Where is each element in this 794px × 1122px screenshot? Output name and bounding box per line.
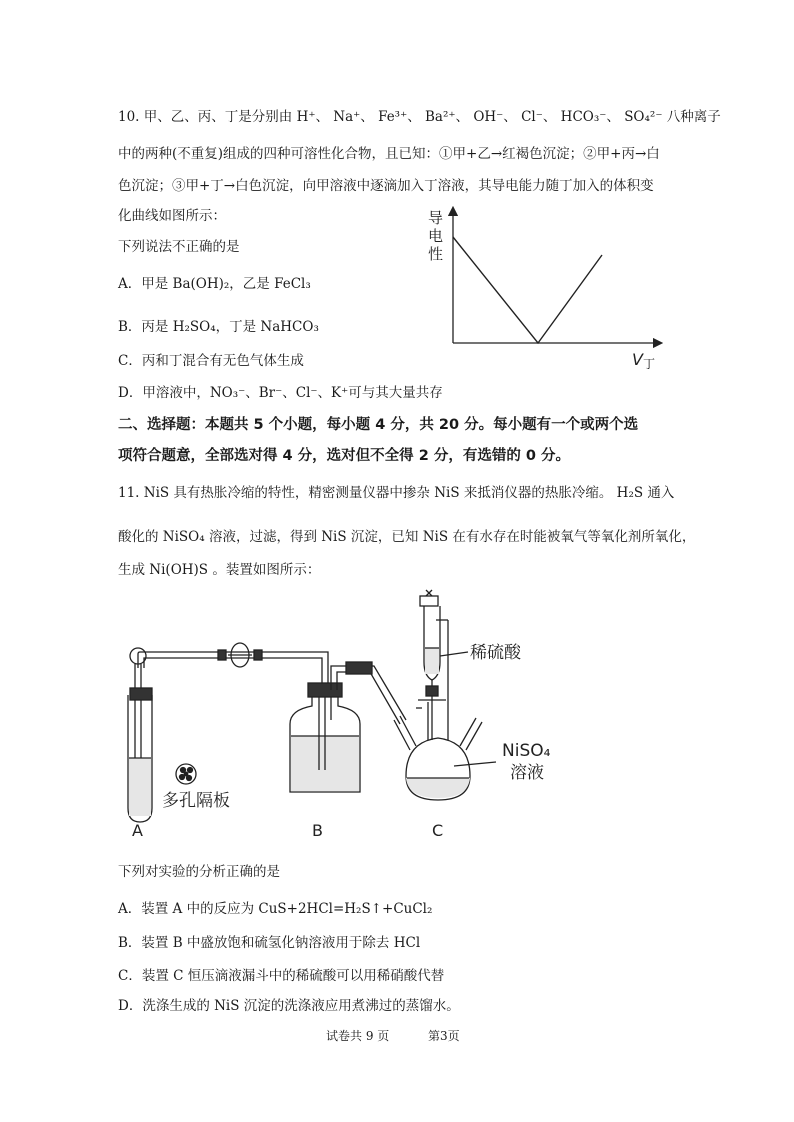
- stopcock: [218, 643, 262, 667]
- q10-intro-suffix: 八种离子: [666, 109, 721, 125]
- q10-option-a: A．甲是 Ba(OH)₂，乙是 FeCl₃: [118, 276, 311, 292]
- q10-option-c: C．丙和丁混合有无色气体生成: [118, 353, 304, 369]
- acid-leader: [440, 652, 468, 656]
- graph-y-label-2: 电: [428, 227, 444, 245]
- conductivity-curve: [453, 237, 602, 343]
- ion-oh: OH⁻: [473, 109, 504, 125]
- q11-option-d: D．洗涤生成的 NiS 沉淀的洗涤液应用煮沸过的蒸馏水。: [118, 998, 460, 1014]
- label-b: B: [312, 821, 323, 840]
- section-2-line-2: 项符合题意，全部选对得 4 分，选对但不全得 2 分，有选错的 0 分。: [118, 448, 571, 464]
- label-solution-word: 溶液: [510, 763, 544, 783]
- label-porous-plate: 多孔隔板: [162, 791, 230, 811]
- ion-list: H⁺、 Na⁺、 Fe³⁺、 Ba²⁺、 OH⁻、 Cl⁻、 HCO₃⁻、 SO₄²⁻: [296, 109, 663, 125]
- label-a: A: [132, 821, 143, 840]
- footer-page-number: 第3页: [428, 1029, 460, 1043]
- conductivity-graph: [420, 205, 670, 375]
- q10-prompt: 下列说法不正确的是: [118, 239, 240, 255]
- q11-line-1: 11. NiS 具有热胀冷缩的特性，精密测量仪器中掺杂 NiS 来抵消仪器的热胀冷缩。 H₂S 通入: [118, 485, 675, 501]
- q10-intro: 10. 甲、乙、丙、丁是分别由: [118, 109, 293, 125]
- q11-line-3: 生成 Ni(OH)S 。装置如图所示：: [118, 562, 321, 578]
- ion-na: Na⁺: [333, 109, 361, 125]
- graph-x-label-sub: 丁: [642, 357, 655, 371]
- q11-line-2: 酸化的 NiSO₄ 溶液，过滤，得到 NiS 沉淀，已知 NiS 在有水存在时能被氧气等氧化剂所氧化，: [118, 529, 696, 545]
- label-c: C: [432, 821, 444, 840]
- section-2-line-1: 二、选择题：本题共 5 个小题，每小题 4 分，共 20 分。每小题有一个或两个选: [118, 417, 639, 433]
- q10-line-1: [118, 108, 721, 126]
- ion-ba: Ba²⁺: [425, 109, 456, 125]
- q10-option-d: D．甲溶液中，NO₃⁻、Br⁻、Cl⁻、K⁺可与其大量共存: [118, 385, 443, 401]
- q10-option-b: B．丙是 H₂SO₄，丁是 NaHCO₃: [118, 319, 319, 335]
- graph-x-label-main: V: [632, 350, 643, 369]
- solution-leader: [454, 762, 496, 766]
- q11-prompt: 下列对实验的分析正确的是: [118, 864, 280, 880]
- q10-line-2: 中的两种(不重复)组成的四种可溶性化合物，且已知：①甲+乙→红褐色沉淀；②甲+丙→白: [118, 146, 660, 162]
- graph-x-label: [632, 350, 655, 371]
- q11-option-b: B．装置 B 中盛放饱和硫氢化钠溶液用于除去 HCl: [118, 935, 421, 951]
- graph-y-label-3: 性: [428, 245, 444, 263]
- device-c: [394, 590, 482, 800]
- ion-so4: SO₄²⁻: [624, 109, 663, 125]
- device-b: [290, 683, 360, 792]
- label-acid: 稀硫酸: [470, 643, 521, 663]
- ion-fe: Fe³⁺: [378, 109, 408, 125]
- footer-total-pages: 试卷共 9 页: [326, 1029, 390, 1043]
- ion-cl: Cl⁻: [521, 109, 543, 125]
- q11-option-a: A．装置 A 中的反应为 CuS+2HCl=H₂S↑+CuCl₂: [118, 901, 433, 917]
- apparatus-diagram: [110, 590, 580, 850]
- q10-line-4: 化曲线如图所示：: [118, 208, 226, 224]
- label-solution-formula: NiSO₄: [502, 741, 551, 761]
- ion-h: H⁺: [296, 109, 316, 125]
- ion-hco3: HCO₃⁻: [560, 109, 607, 125]
- q11-option-c: C．装置 C 恒压滴液漏斗中的稀硫酸可以用稀硝酸代替: [118, 968, 445, 984]
- pipe-a-to-b: [138, 652, 328, 685]
- q10-line-3: 色沉淀；③甲+丁→白色沉淀，向甲溶液中逐滴加入丁溶液，其导电能力随丁加入的体积变: [118, 178, 654, 194]
- graph-y-label-1: 导: [428, 209, 444, 227]
